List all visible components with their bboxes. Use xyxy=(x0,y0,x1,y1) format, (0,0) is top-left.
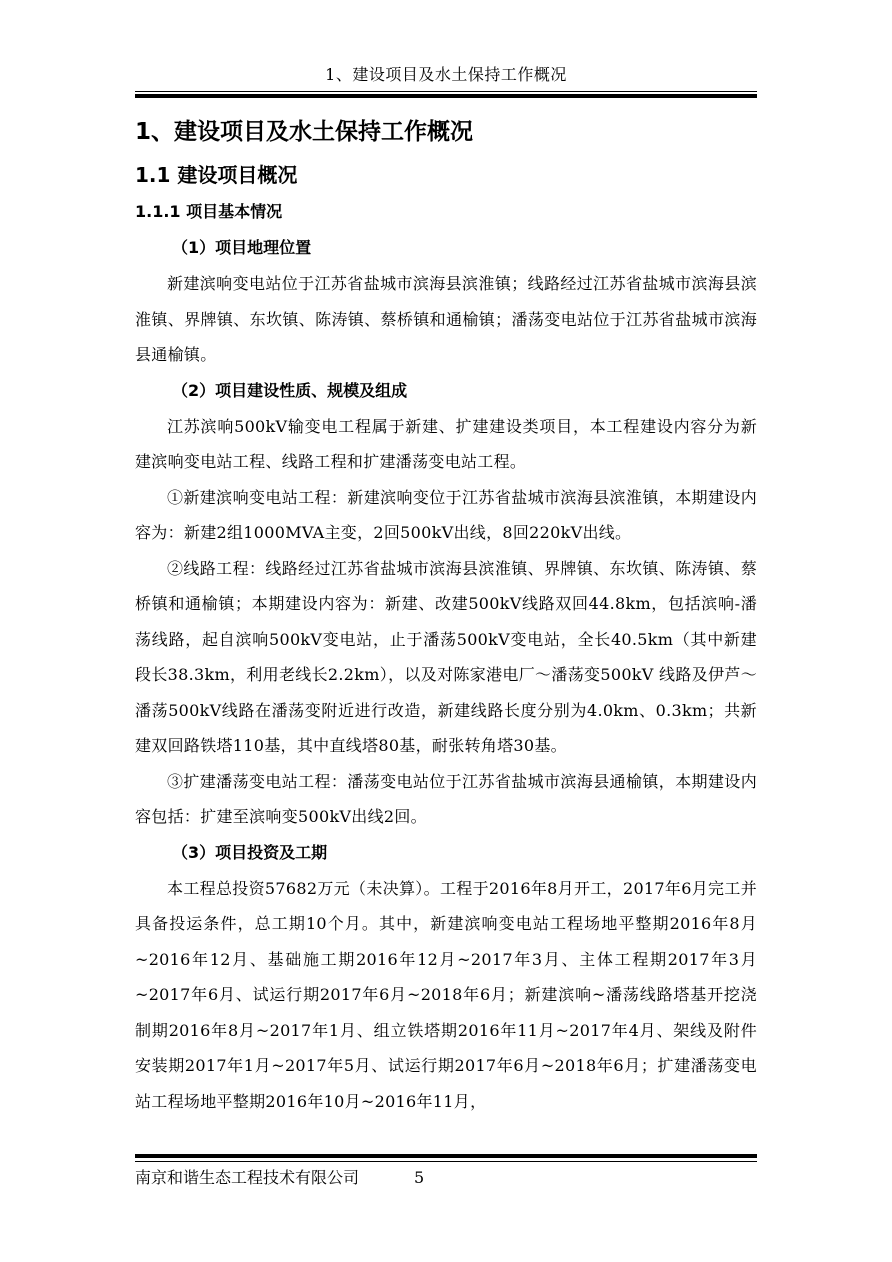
subsection-title: 1.1.1 项目基本情况 xyxy=(135,202,283,221)
item-title-location: （1）项目地理位置 xyxy=(172,238,312,257)
page-body xyxy=(135,112,757,1119)
page-footer xyxy=(135,1166,757,1190)
footer-rule-thin xyxy=(135,1161,757,1162)
header-rule-thin xyxy=(135,91,757,92)
footer-rule-thick xyxy=(135,1154,757,1158)
header-rule-thick xyxy=(135,94,757,98)
item-title-nature-scale: （2）项目建设性质、规模及组成 xyxy=(172,380,408,400)
paragraph: ③扩建潘荡变电站工程：潘荡变电站位于江苏省盐城市滨海县通榆镇，本期建设内容包括：扩建至滨响变500kV出线2回。 xyxy=(135,771,757,826)
running-header: 1、建设项目及水土保持工作概况 xyxy=(325,65,567,84)
paragraph: 本工程总投资57682万元（未决算）。工程于2016年8月开工，2017年6月完工并具备投运条件，总工期10个月。其中，新建滨响变电站工程场地平整期2016年8月~2016年12月、基础施工期2016年12月~2017年3月、主体工程期2017年3月~2017年6月、试运行期2017年6月~2018年6月；新建滨响~潘荡线路塔基开挖浇制期2016年8月~2017年1月、组立铁塔期2016年11月~2017年4月、架线及附件安装期2017年1月~2017年5月、试运行期2017年6月~2018年6月；扩建潘荡变电站工程场地平整期2016年10月~2016年11月， xyxy=(135,878,757,1111)
paragraph: 新建滨响变电站位于江苏省盐城市滨海县滨淮镇；线路经过江苏省盐城市滨海县滨淮镇、界牌镇、东坎镇、陈涛镇、蔡桥镇和通榆镇；潘荡变电站位于江苏省盐城市滨海县通榆镇。 xyxy=(135,274,757,364)
paragraph: ②线路工程：线路经过江苏省盐城市滨海县滨淮镇、界牌镇、东坎镇、陈涛镇、蔡桥镇和通榆镇；本期建设内容为：新建、改建500kV线路双回44.8km，包括滨响-潘荡线路，起自滨响500kV变电站，止于潘荡500kV变电站，全长40.5km（其中新建段长38.3km，利用老线长2.2km），以及对陈家港电厂～潘荡变500kV 线路及伊芦～潘荡500kV线路在潘荡变附近进行改造，新建线路长度分别为4.0km、0.3km；共新建双回路铁塔110基，其中直线塔80基，耐张转角塔30基。 xyxy=(135,558,757,755)
section-title: 1.1 建设项目概况 xyxy=(135,163,298,187)
chapter-title: 1、建设项目及水土保持工作概况 xyxy=(135,119,474,145)
footer-company: 南京和谐生态工程技术有限公司 xyxy=(135,1168,360,1187)
item-title-investment-schedule: （3）项目投资及工期 xyxy=(172,842,328,862)
paragraph: ①新建滨响变电站工程：新建滨响变位于江苏省盐城市滨海县滨淮镇，本期建设内容为：新建2组1000MVA主变，2回500kV出线，8回220kV出线。 xyxy=(135,487,757,542)
page-number: 5 xyxy=(414,1168,425,1187)
paragraph: 江苏滨响500kV输变电工程属于新建、扩建建设类项目，本工程建设内容分为新建滨响变电站工程、线路工程和扩建潘荡变电站工程。 xyxy=(135,416,757,471)
